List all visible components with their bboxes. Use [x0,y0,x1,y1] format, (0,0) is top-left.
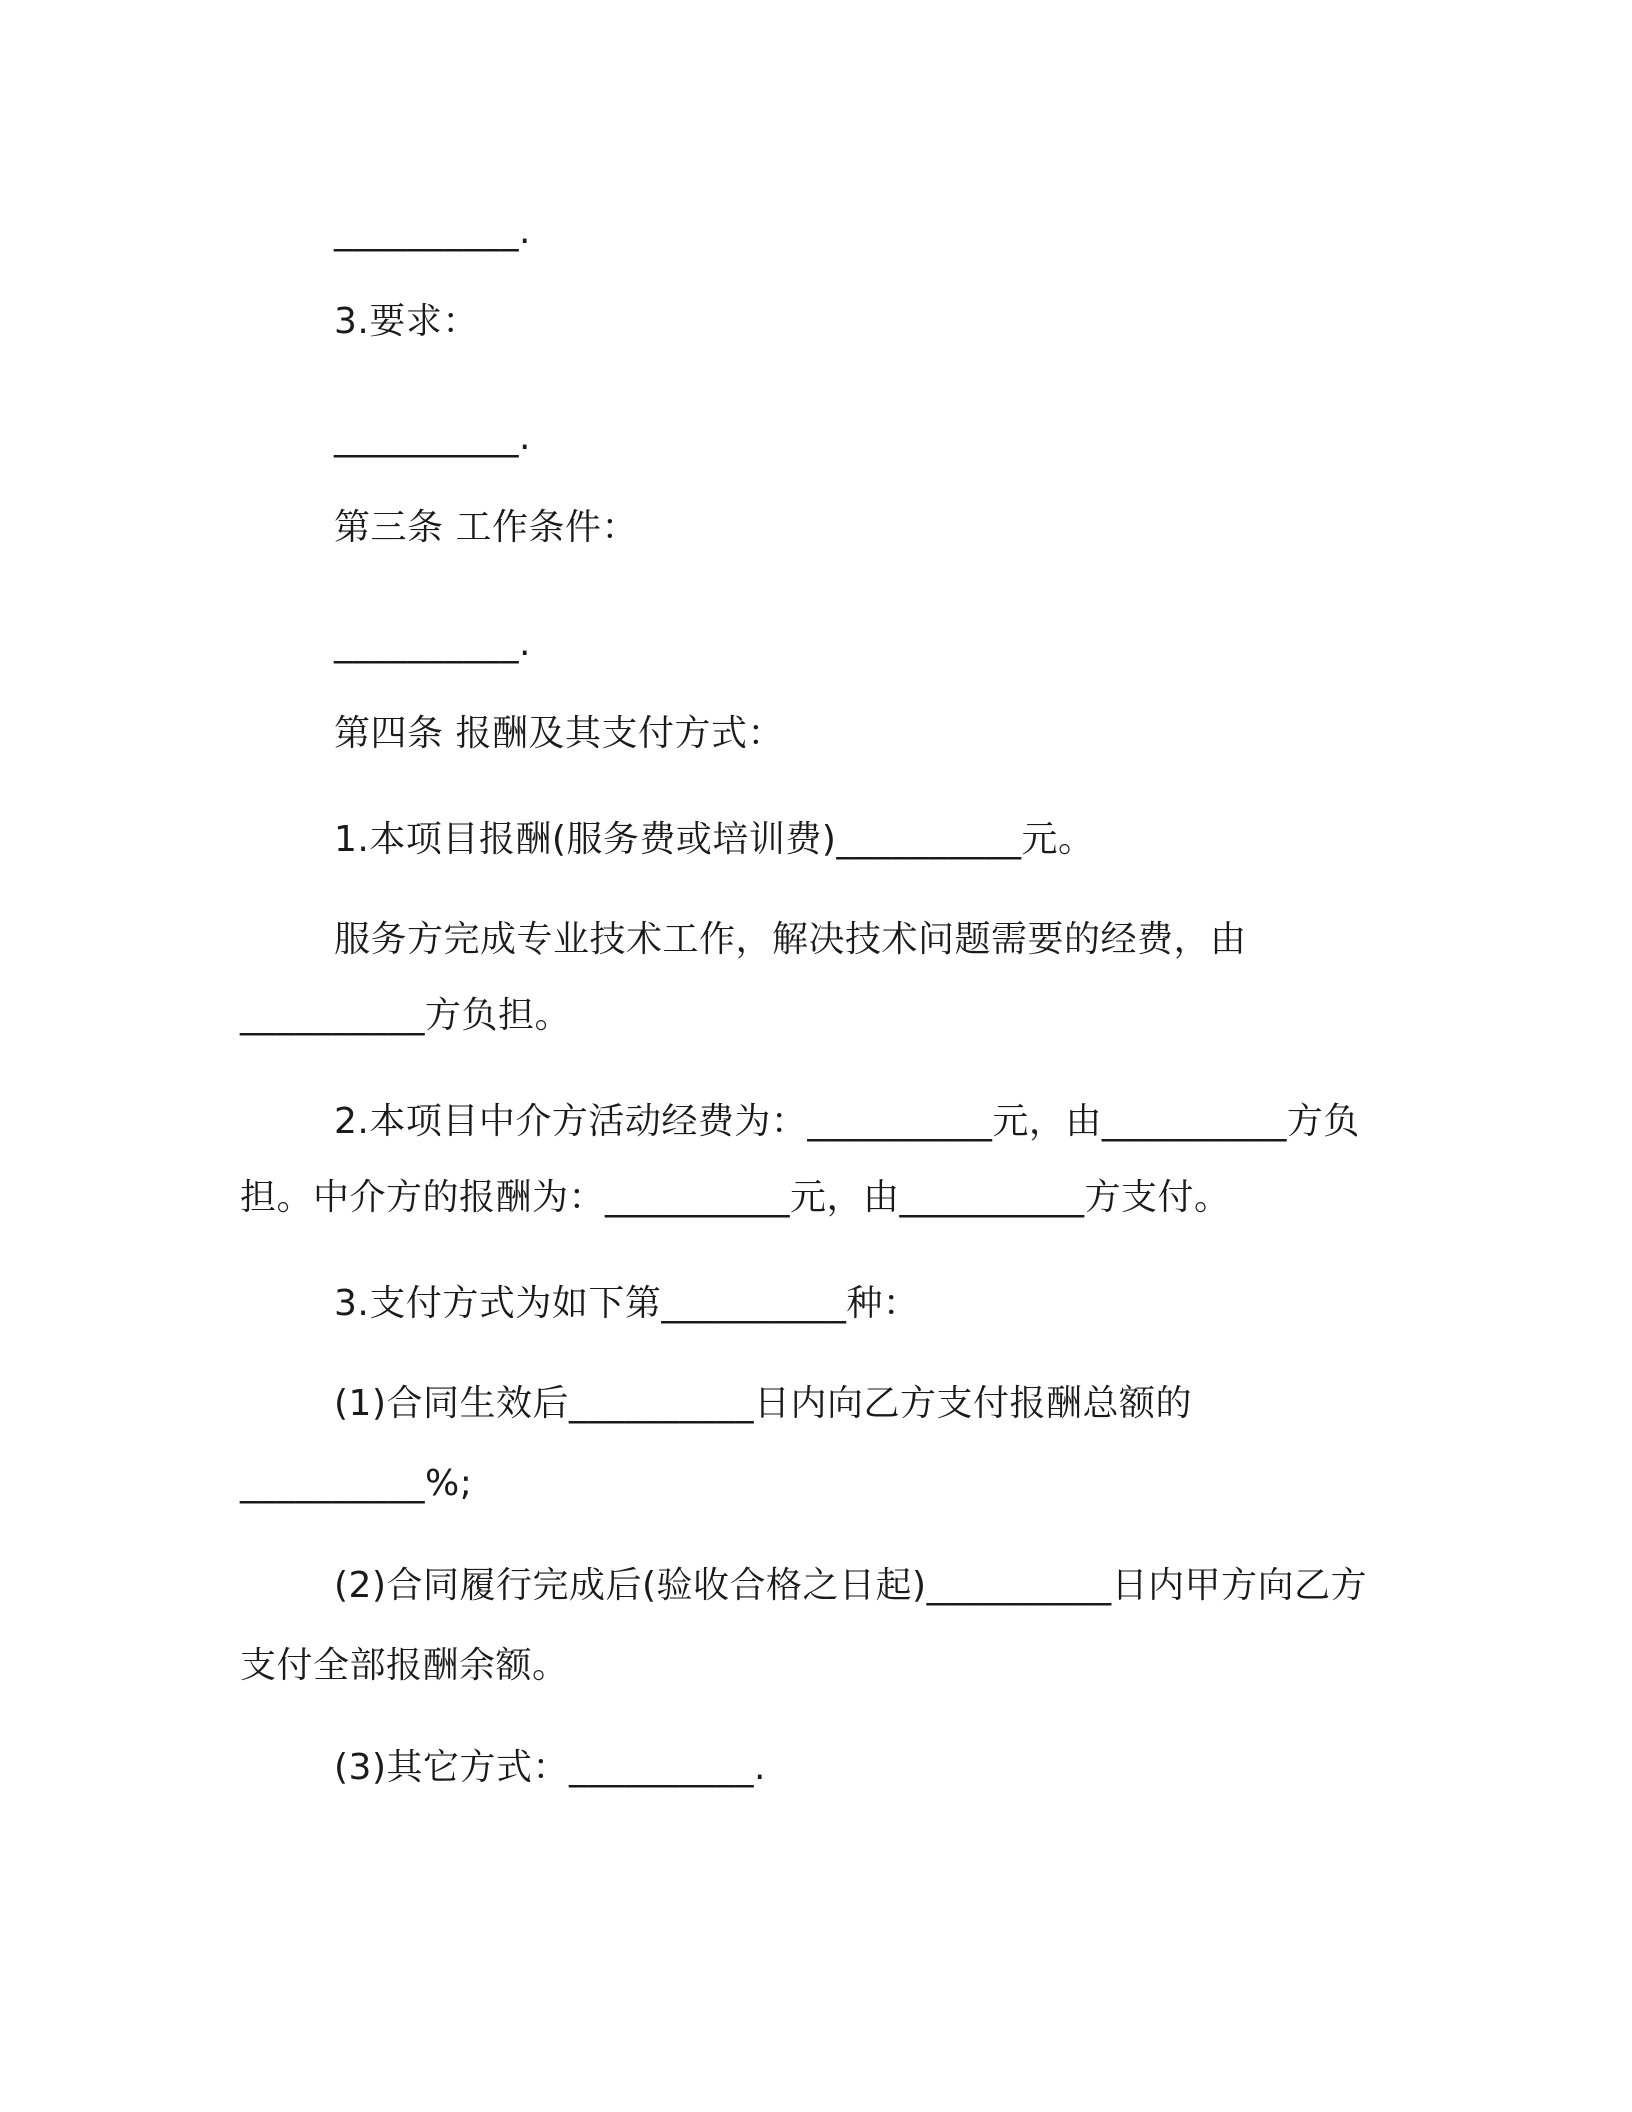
blank-line: __________. [334,211,531,252]
clause-3-text: 3.支付方式为如下第__________种： [334,1283,920,1324]
blank-line: __________. [334,623,531,664]
item-requirements: 3.要求： [334,301,479,342]
paragraph-text: 支付全部报酬余额。 [240,1645,569,1686]
option-3-text: (3)其它方式：__________. [334,1747,766,1788]
article-three-heading: 第三条 工作条件： [334,507,638,548]
blank-line: __________. [334,417,531,458]
clause-2-text: 2.本项目中介方活动经费为：__________元，由__________方负 [334,1101,1360,1142]
paragraph-text: 服务方完成专业技术工作，解决技术问题需要的经费，由 [334,919,1247,960]
clause-1-text: 1.本项目报酬(服务费或培训费)__________元。 [334,819,1095,860]
option-1-text: (1)合同生效后__________日内向乙方支付报酬总额的 [334,1383,1192,1424]
paragraph-text: __________方负担。 [240,995,572,1036]
paragraph-text: 担。中介方的报酬为：__________元，由__________方支付。 [240,1177,1231,1218]
article-four-heading: 第四条 报酬及其支付方式： [334,713,784,754]
option-2-text: (2)合同履行完成后(验收合格之日起)__________日内甲方向乙方 [334,1565,1368,1606]
paragraph-text: __________%; [240,1463,473,1504]
